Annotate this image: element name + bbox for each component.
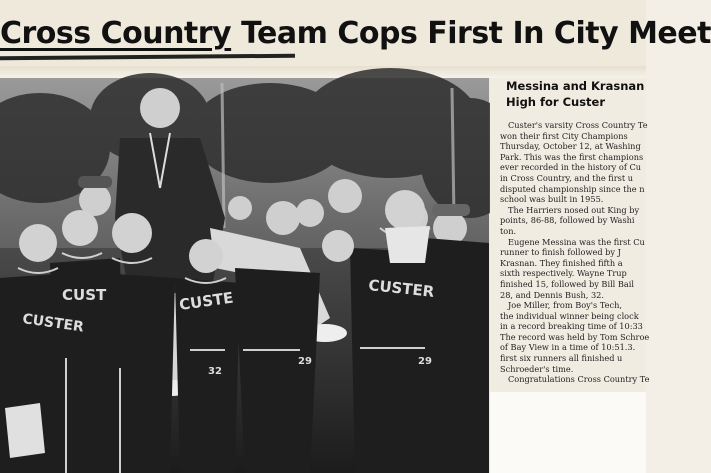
article-line: points, 86-88, followed by Washi xyxy=(500,215,635,226)
article-line: runner to finish followed by J xyxy=(500,247,621,258)
article-line: school was built in 1955. xyxy=(500,194,604,205)
jersey-text-left: CUSTER xyxy=(21,311,85,336)
paper-fold xyxy=(0,66,646,78)
jersey-text-middle: CUSTE xyxy=(178,288,235,314)
headline-rest: Team Cops First In City Meet xyxy=(241,16,711,51)
article-line: Joe Miller, from Boy's Tech, xyxy=(508,300,622,311)
subhead-line-1: Messina and Krasnan xyxy=(506,79,645,93)
article-line: Park. This was the first champions xyxy=(500,151,644,162)
article-line: won their first City Champions xyxy=(500,130,628,141)
article-line: disputed championship since the n xyxy=(500,183,645,194)
article-line: finished 15, followed by Bill Bail xyxy=(500,278,635,289)
article-line: ever recorded in the history of Cu xyxy=(500,162,642,173)
article-line: The Harriers nosed out King by xyxy=(508,204,640,215)
article-line: Krasnan. They finished fifth a xyxy=(500,257,623,268)
article-line: in Cross Country, and the first u xyxy=(500,172,634,183)
headline xyxy=(0,16,711,51)
jersey-number-middle: 32 xyxy=(208,366,222,377)
jersey-number-right: 29 xyxy=(418,356,432,367)
subhead-line-2: High for Custer xyxy=(506,95,606,109)
article-line: Schroeder's time. xyxy=(500,363,574,374)
article-line: Custer's varsity Cross Country Te xyxy=(508,120,648,130)
article-line: first six runners all finished u xyxy=(500,353,623,364)
article-subhead xyxy=(506,78,646,110)
jersey-text-right: CUSTER xyxy=(367,276,436,301)
article-line: Eugene Messina was the first Cu xyxy=(508,236,645,247)
article-line: Thursday, October 12, at Washing xyxy=(500,141,641,152)
headline-ink-mark xyxy=(0,54,295,61)
jersey-text-second: CUST xyxy=(62,286,107,304)
article-line: of Bay View in a time of 10:51.3. xyxy=(500,342,636,353)
article-body xyxy=(500,120,650,385)
team-photo xyxy=(0,78,489,473)
article-line: the individual winner being clock xyxy=(500,310,639,321)
article-line: ton. xyxy=(500,225,517,236)
article-line: in a record breaking time of 10:33 xyxy=(500,321,643,332)
article-line: The record was held by Tom Schroe xyxy=(500,331,650,342)
team-photo-illustration xyxy=(0,78,489,473)
headline-underlined-words: Cross Country xyxy=(0,16,232,51)
paper-margin xyxy=(490,392,646,473)
jersey-number-center: 29 xyxy=(298,356,312,367)
article-line: sixth respectively. Wayne Trup xyxy=(500,268,627,279)
article-line: Congratulations Cross Country Te xyxy=(508,374,650,385)
article-line: 28, and Dennis Bush, 32. xyxy=(500,289,604,300)
